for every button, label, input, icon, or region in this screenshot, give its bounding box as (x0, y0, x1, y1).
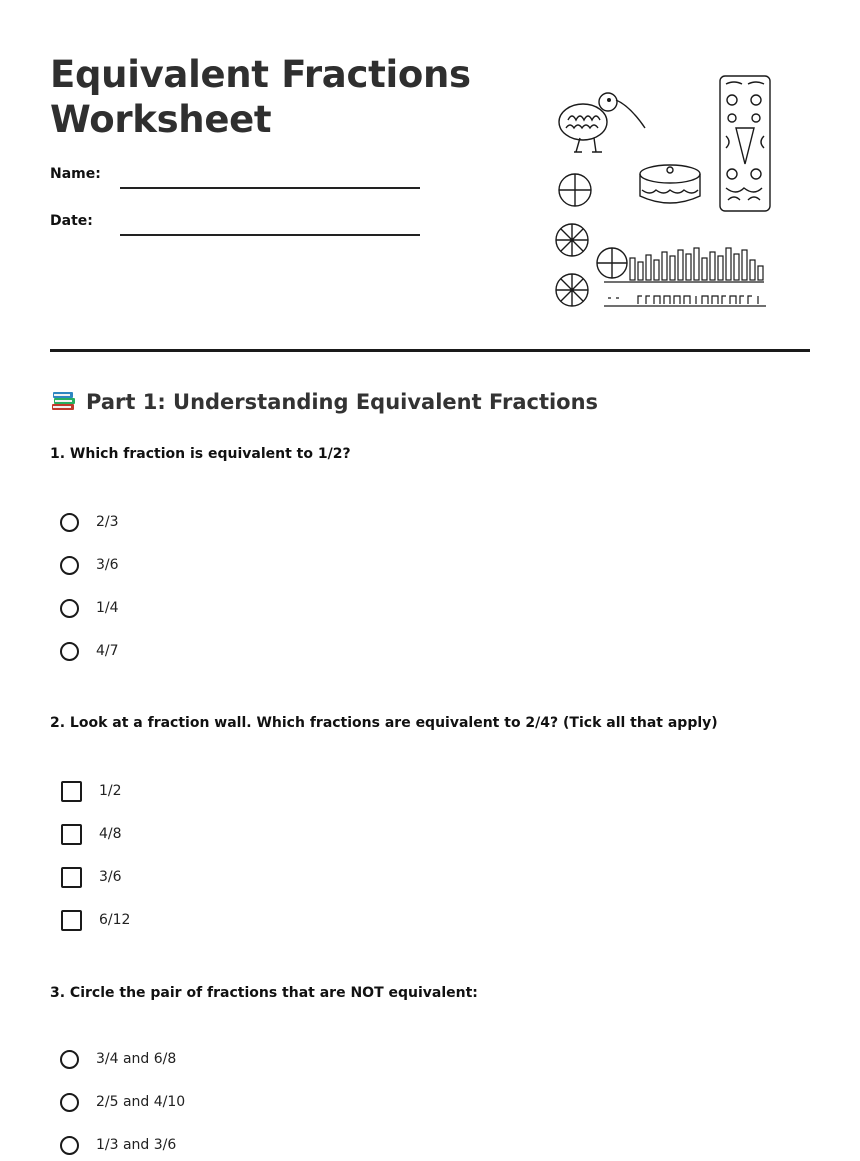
worksheet-illustration (550, 70, 780, 315)
q1-option-2[interactable] (60, 552, 119, 578)
carved-pole-icon (720, 76, 770, 211)
fraction-circle-icons (556, 174, 627, 306)
radio-button[interactable] (60, 556, 79, 575)
option-label: 4/7 (96, 643, 119, 659)
q3-option-2[interactable] (60, 1089, 185, 1115)
q2-option-4[interactable] (60, 907, 130, 933)
worksheet-title: Equivalent Fractions Worksheet (50, 53, 471, 141)
radio-button[interactable] (60, 642, 79, 661)
question-3-prompt: 3. Circle the pair of fractions that are NOT equivalent: (50, 985, 478, 1001)
section-heading-text: Part 1: Understanding Equivalent Fractions (86, 390, 599, 414)
radio-button[interactable] (60, 1136, 79, 1155)
kiwi-bird-icon (559, 93, 645, 152)
section-heading-part1 (50, 390, 598, 414)
radio-button[interactable] (60, 1050, 79, 1069)
question-2-prompt: 2. Look at a fraction wall. Which fractions are equivalent to 2/4? (Tick all that apply) (50, 715, 718, 731)
q3-option-3[interactable] (60, 1132, 176, 1158)
option-label: 1/4 (96, 600, 119, 616)
option-label: 1/2 (99, 783, 122, 799)
option-label: 3/6 (99, 869, 122, 885)
checkbox[interactable] (61, 867, 82, 888)
date-label: Date: (50, 213, 93, 229)
option-label: 2/5 and 4/10 (96, 1094, 186, 1110)
books-icon (50, 390, 78, 412)
q2-option-3[interactable] (60, 864, 122, 890)
option-label: 3/4 and 6/8 (96, 1051, 177, 1067)
option-label: 2/3 (96, 514, 119, 530)
header-divider (50, 349, 810, 352)
name-label: Name: (50, 166, 101, 182)
q1-option-4[interactable] (60, 638, 119, 664)
cake-icon (640, 165, 700, 203)
name-line[interactable] (120, 187, 420, 189)
q2-option-1[interactable] (60, 778, 122, 804)
radio-button[interactable] (60, 1093, 79, 1112)
q1-option-1[interactable] (60, 509, 119, 535)
option-label: 1/3 and 3/6 (96, 1137, 177, 1153)
q3-option-1[interactable] (60, 1046, 176, 1072)
q1-option-3[interactable] (60, 595, 119, 621)
fraction-bars-icon (604, 248, 766, 306)
date-line[interactable] (120, 234, 420, 236)
radio-button[interactable] (60, 513, 79, 532)
checkbox[interactable] (61, 824, 82, 845)
radio-button[interactable] (60, 599, 79, 618)
checkbox[interactable] (61, 910, 82, 931)
option-label: 4/8 (99, 826, 122, 842)
checkbox[interactable] (61, 781, 82, 802)
option-label: 6/12 (99, 912, 131, 928)
question-1-prompt: 1. Which fraction is equivalent to 1/2? (50, 446, 351, 462)
q2-option-2[interactable] (60, 821, 122, 847)
option-label: 3/6 (96, 557, 119, 573)
